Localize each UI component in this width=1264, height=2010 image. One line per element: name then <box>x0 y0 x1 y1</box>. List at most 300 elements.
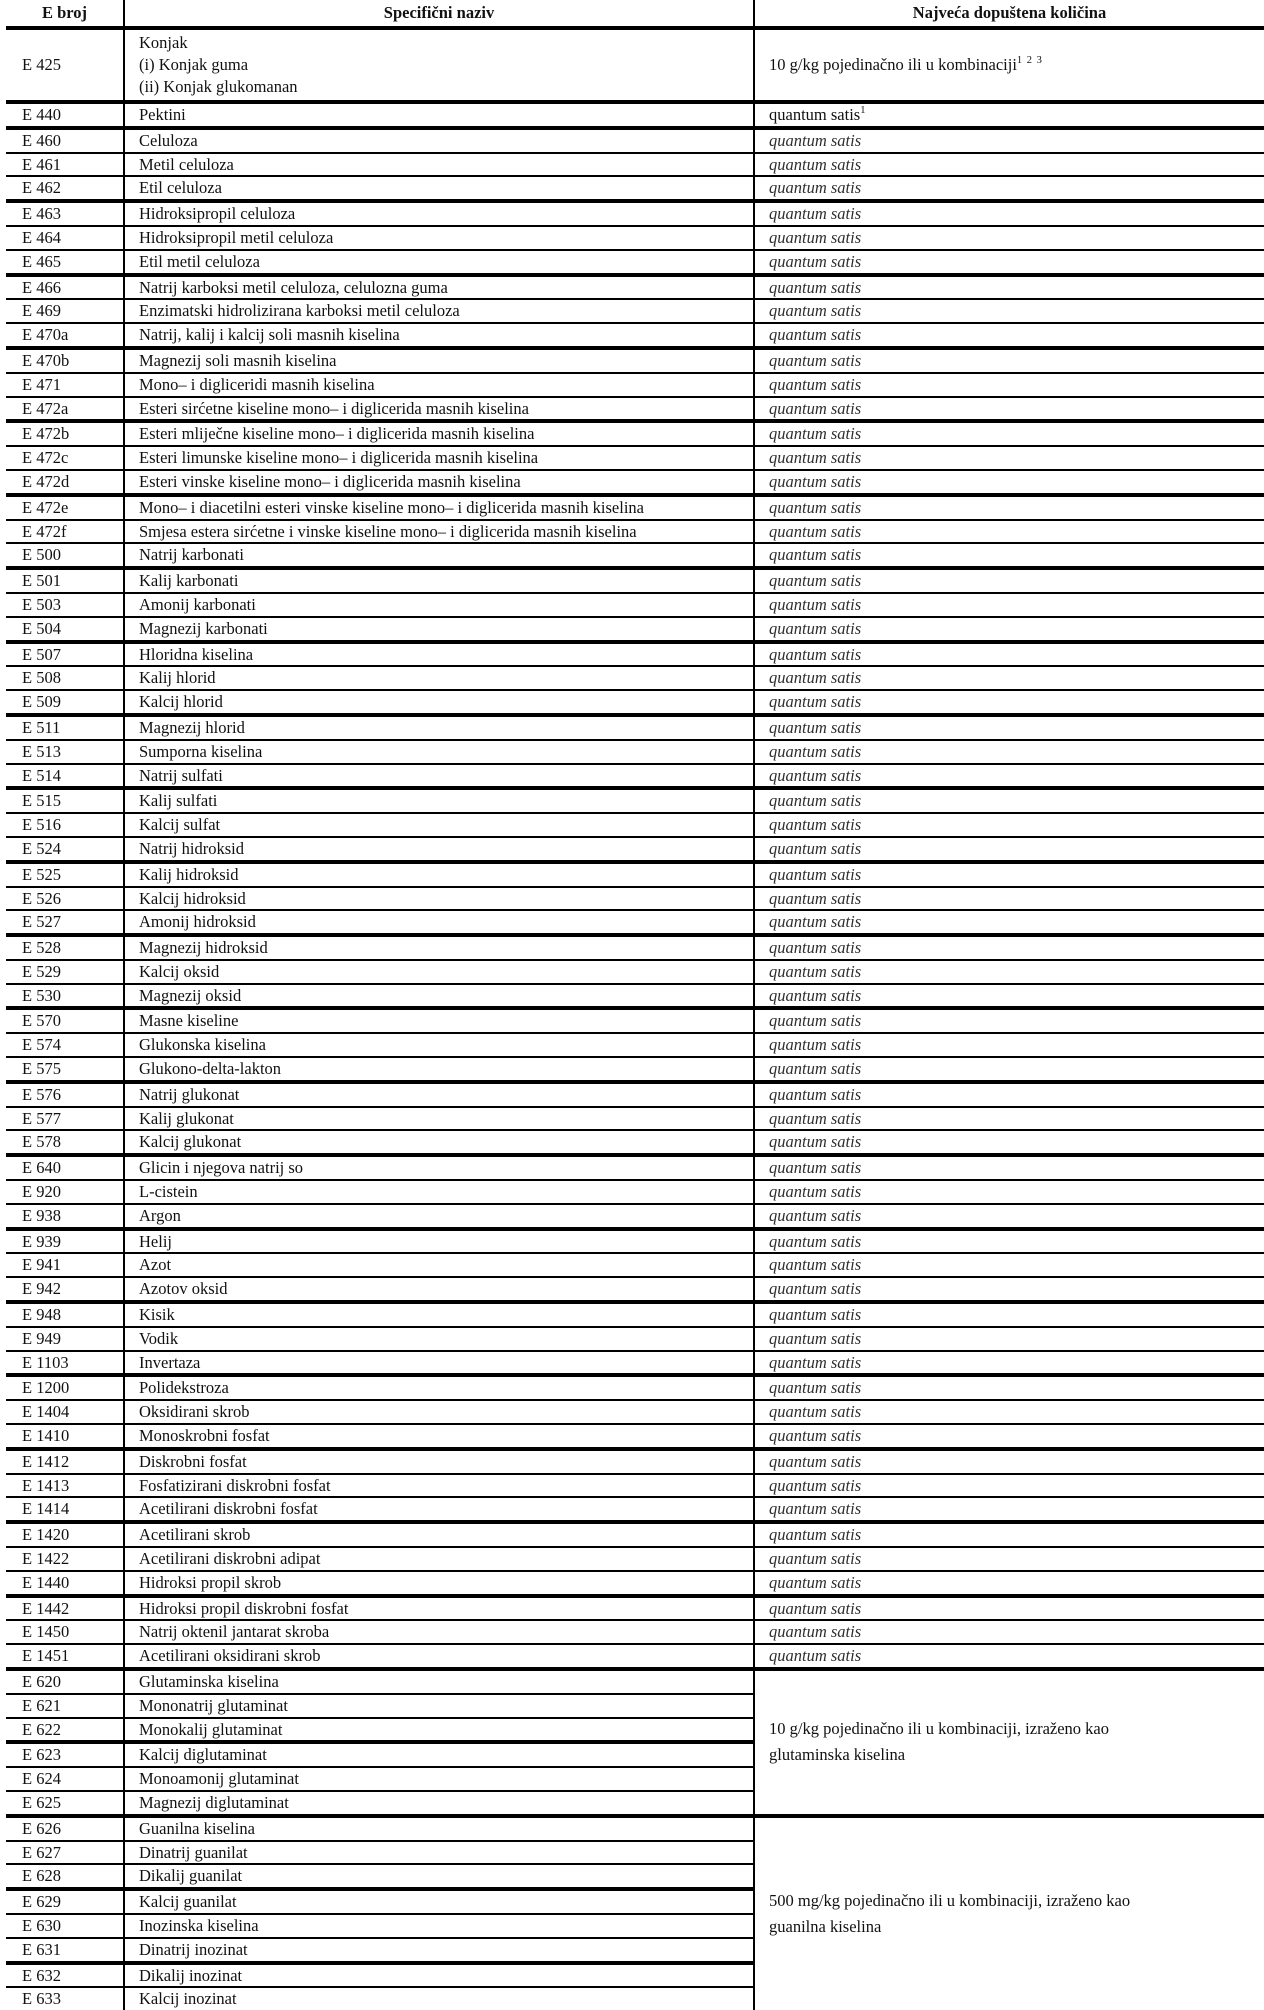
limit-text: quantum satis <box>769 105 861 124</box>
limit-cell <box>754 984 1264 1009</box>
e-number-cell: E 942 <box>6 1277 124 1302</box>
additive-name-cell: Etil metil celuloza <box>124 250 754 275</box>
e-number-cell: E 949 <box>6 1327 124 1351</box>
e-number-cell: E 469 <box>6 299 124 323</box>
additive-name-cell: Vodik <box>124 1327 754 1351</box>
additive-name-cell: Inozinska kiselina <box>124 1914 754 1938</box>
limit-cell <box>754 446 1264 470</box>
limit-text: quantum satis <box>769 938 862 958</box>
limit-cell <box>754 470 1264 495</box>
limit-text: quantum satis <box>769 838 862 858</box>
limit-cell <box>754 323 1264 348</box>
limit-text: quantum satis <box>769 1182 862 1202</box>
e-number-cell: E 425 <box>6 28 124 102</box>
table-row <box>6 813 1264 837</box>
limit-text: quantum satis <box>769 864 862 884</box>
header-row <box>6 0 1264 28</box>
limit-cell <box>754 1180 1264 1204</box>
limit-cell <box>754 176 1264 201</box>
e-number-cell: E 464 <box>6 226 124 250</box>
e-number-cell: E 472a <box>6 397 124 422</box>
limit-text: quantum satis <box>769 1255 862 1275</box>
limit-cell <box>754 373 1264 397</box>
additive-name-line: Konjak <box>139 33 188 52</box>
table-row <box>6 837 1264 862</box>
table-row <box>6 176 1264 201</box>
limit-cell <box>754 568 1264 593</box>
table-row <box>6 446 1264 470</box>
e-number-cell: E 524 <box>6 837 124 862</box>
table-row <box>6 226 1264 250</box>
table-row <box>6 1669 1264 1694</box>
limit-text: quantum satis <box>769 1352 862 1372</box>
e-number-cell: E 625 <box>6 1791 124 1816</box>
e-number-cell: E 629 <box>6 1889 124 1914</box>
limit-cell <box>754 226 1264 250</box>
limit-cell <box>754 250 1264 275</box>
footnote-marker: 1 2 3 <box>1016 54 1043 66</box>
table-row <box>6 520 1264 544</box>
limit-cell <box>754 740 1264 764</box>
additive-name-cell: Dikalij guanilat <box>124 1864 754 1889</box>
additive-name-cell: Argon <box>124 1204 754 1229</box>
table-row <box>6 764 1264 789</box>
additive-name-cell: Natrij karboksi metil celuloza, celulozna guma <box>124 275 754 300</box>
table-row <box>6 740 1264 764</box>
table-row <box>6 862 1264 887</box>
e-number-cell: E 472f <box>6 520 124 544</box>
table-row <box>6 715 1264 740</box>
header-najveca-dopustena-kolicina: Najveća dopuštena količina <box>754 0 1264 28</box>
e-number-cell: E 1440 <box>6 1571 124 1596</box>
e-number-cell: E 461 <box>6 153 124 177</box>
header-specificni-naziv: Specifični naziv <box>124 0 754 28</box>
limit-text: quantum satis <box>769 325 862 345</box>
additive-name-cell: Natrij oktenil jantarat skroba <box>124 1620 754 1644</box>
e-number-cell: E 513 <box>6 740 124 764</box>
limit-cell <box>754 28 1264 102</box>
additive-name-cell: Azot <box>124 1253 754 1277</box>
e-number-cell: E 640 <box>6 1155 124 1180</box>
limit-cell <box>754 1082 1264 1107</box>
additive-name-cell: Natrij, kalij i kalcij soli masnih kiselina <box>124 323 754 348</box>
table-row <box>6 1644 1264 1669</box>
e-number-cell: E 525 <box>6 862 124 887</box>
e-number-cell: E 1442 <box>6 1596 124 1621</box>
table-row <box>6 1033 1264 1057</box>
additive-name-cell: Hidroksi propil diskrobni fosfat <box>124 1596 754 1621</box>
limit-cell <box>754 1620 1264 1644</box>
e-number-cell: E 1451 <box>6 1644 124 1669</box>
limit-text: quantum satis <box>769 1279 862 1299</box>
additive-name-cell: Amonij hidroksid <box>124 910 754 935</box>
e-number-cell: E 627 <box>6 1841 124 1865</box>
limit-text: quantum satis <box>769 1426 862 1446</box>
limit-cell <box>754 788 1264 813</box>
limit-text: quantum satis <box>769 1305 862 1325</box>
limit-cell <box>754 275 1264 300</box>
e-number-cell: E 460 <box>6 128 124 153</box>
limit-text: quantum satis <box>769 1622 862 1642</box>
additive-name-cell: Kalcij glukonat <box>124 1130 754 1155</box>
additive-name-line: (ii) Konjak glukomanan <box>139 77 298 96</box>
limit-cell <box>754 960 1264 984</box>
limit-text: quantum satis <box>769 1499 862 1519</box>
limit-text: quantum satis <box>769 1598 862 1618</box>
additive-name-cell: Hidroksipropil celuloza <box>124 201 754 226</box>
limit-line: 10 g/kg pojedinačno ili u kombinaciji, izraženo kao <box>769 1719 1109 1739</box>
additive-name-cell: Acetilirani diskrobni fosfat <box>124 1497 754 1522</box>
e-number-cell: E 570 <box>6 1008 124 1033</box>
additive-name-cell: Kalij glukonat <box>124 1107 754 1131</box>
additive-name-cell: Oksidirani skrob <box>124 1400 754 1424</box>
table-row <box>6 1277 1264 1302</box>
e-number-cell: E 471 <box>6 373 124 397</box>
table-row <box>6 373 1264 397</box>
additive-name-cell: Diskrobni fosfat <box>124 1449 754 1474</box>
table-row <box>6 1327 1264 1351</box>
limit-text: quantum satis <box>769 1158 862 1178</box>
table-row <box>6 1547 1264 1571</box>
e-number-cell: E 500 <box>6 543 124 568</box>
limit-cell <box>754 153 1264 177</box>
e-number-cell: E 630 <box>6 1914 124 1938</box>
table-row <box>6 690 1264 715</box>
additive-name-cell: Kalij karbonati <box>124 568 754 593</box>
e-number-cell: E 514 <box>6 764 124 789</box>
additive-name-cell: Enzimatski hidrolizirana karboksi metil celuloza <box>124 299 754 323</box>
limit-cell <box>754 837 1264 862</box>
additives-table <box>6 0 1264 2010</box>
limit-cell <box>754 1130 1264 1155</box>
limit-cell <box>754 520 1264 544</box>
additive-name-cell: L-cistein <box>124 1180 754 1204</box>
limit-cell <box>754 1327 1264 1351</box>
limit-cell <box>754 935 1264 960</box>
additive-name-cell: Monoskrobni fosfat <box>124 1424 754 1449</box>
limit-cell <box>754 397 1264 422</box>
table-row <box>6 1253 1264 1277</box>
additive-name-cell: Mono– i diacetilni esteri vinske kiseline mono– i diglicerida masnih kiselina <box>124 495 754 520</box>
additive-name-cell: Glukonska kiselina <box>124 1033 754 1057</box>
e-number-cell: E 1410 <box>6 1424 124 1449</box>
e-number-cell: E 577 <box>6 1107 124 1131</box>
limit-cell <box>754 495 1264 520</box>
e-number-cell: E 631 <box>6 1938 124 1963</box>
limit-cell <box>754 1424 1264 1449</box>
additive-name-cell: Dikalij inozinat <box>124 1963 754 1988</box>
limit-cell <box>754 543 1264 568</box>
e-number-cell: E 509 <box>6 690 124 715</box>
limit-text: quantum satis <box>769 398 862 418</box>
limit-text: quantum satis <box>769 497 862 517</box>
table-row <box>6 128 1264 153</box>
header-e-broj: E broj <box>6 0 124 28</box>
e-number-cell: E 941 <box>6 1253 124 1277</box>
limit-cell <box>754 862 1264 887</box>
additive-name-cell: Glicin i njegova natrij so <box>124 1155 754 1180</box>
limit-text: quantum satis <box>769 521 862 541</box>
additive-name-cell: Esteri sirćetne kiseline mono– i diglicerida masnih kiselina <box>124 397 754 422</box>
additive-name-cell: Kisik <box>124 1302 754 1327</box>
additive-name-cell: Metil celuloza <box>124 153 754 177</box>
e-number-cell: E 463 <box>6 201 124 226</box>
table-row <box>6 1375 1264 1400</box>
additive-name-cell: Natrij hidroksid <box>124 837 754 862</box>
limit-line: guanilna kiselina <box>769 1916 882 1936</box>
e-number-cell: E 575 <box>6 1057 124 1082</box>
limit-cell <box>754 764 1264 789</box>
additive-name-cell: Mononatrij glutaminat <box>124 1694 754 1718</box>
limit-text: quantum satis <box>769 1525 862 1545</box>
limit-text: quantum satis <box>769 594 862 614</box>
additive-name-cell: Helij <box>124 1229 754 1254</box>
table-row <box>6 470 1264 495</box>
e-number-cell: E 515 <box>6 788 124 813</box>
table-row <box>6 1497 1264 1522</box>
e-number-cell: E 529 <box>6 960 124 984</box>
table-row <box>6 1229 1264 1254</box>
additive-name-cell: Kalcij guanilat <box>124 1889 754 1914</box>
e-number-cell: E 470a <box>6 323 124 348</box>
limit-cell <box>754 128 1264 153</box>
additive-name-cell: Azotov oksid <box>124 1277 754 1302</box>
additive-name-cell: Glukono-delta-lakton <box>124 1057 754 1082</box>
limit-cell <box>754 1008 1264 1033</box>
additive-name-cell: Guanilna kiselina <box>124 1816 754 1841</box>
limit-cell <box>754 666 1264 690</box>
e-number-cell: E 504 <box>6 617 124 642</box>
limit-text: quantum satis <box>769 985 862 1005</box>
table-row <box>6 1596 1264 1621</box>
additive-name-cell: Magnezij diglutaminat <box>124 1791 754 1816</box>
limit-cell <box>754 813 1264 837</box>
table-row <box>6 153 1264 177</box>
table-row <box>6 666 1264 690</box>
e-number-cell: E 527 <box>6 910 124 935</box>
limit-text: quantum satis <box>769 571 862 591</box>
e-number-cell: E 472e <box>6 495 124 520</box>
limit-cell <box>754 910 1264 935</box>
e-number-cell: E 1413 <box>6 1474 124 1498</box>
table-row <box>6 617 1264 642</box>
limit-text: quantum satis <box>769 912 862 932</box>
limit-cell <box>754 1596 1264 1621</box>
table-row <box>6 299 1264 323</box>
additive-name-cell: Acetilirani oksidirani skrob <box>124 1644 754 1669</box>
additive-name-cell: Hidroksipropil metil celuloza <box>124 226 754 250</box>
table-row <box>6 1474 1264 1498</box>
table-row <box>6 1351 1264 1376</box>
limit-text: quantum satis <box>769 178 862 198</box>
limit-cell <box>754 1644 1264 1669</box>
limit-cell <box>754 1155 1264 1180</box>
e-number-cell: E 1414 <box>6 1497 124 1522</box>
limit-cell <box>754 1107 1264 1131</box>
additive-name-cell: Polidekstroza <box>124 1375 754 1400</box>
limit-cell <box>754 1351 1264 1376</box>
limit-text: quantum satis <box>769 668 862 688</box>
limit-cell <box>754 1400 1264 1424</box>
e-number-cell: E 576 <box>6 1082 124 1107</box>
additive-name-cell: Kalcij diglutaminat <box>124 1742 754 1767</box>
limit-line: 500 mg/kg pojedinačno ili u kombinaciji, izraženo kao <box>769 1890 1131 1910</box>
table-row <box>6 960 1264 984</box>
table-row <box>6 1204 1264 1229</box>
table-row <box>6 568 1264 593</box>
additive-name-cell: Masne kiseline <box>124 1008 754 1033</box>
additive-name-cell: Natrij sulfati <box>124 764 754 789</box>
additive-name-cell: Monoamonij glutaminat <box>124 1767 754 1791</box>
limit-text: quantum satis <box>769 424 862 444</box>
additive-name-cell: Sumporna kiselina <box>124 740 754 764</box>
additive-name-cell: Kalij hlorid <box>124 666 754 690</box>
table-row <box>6 1180 1264 1204</box>
additive-name-cell: Dinatrij guanilat <box>124 1841 754 1865</box>
table-row <box>6 348 1264 373</box>
table-row <box>6 935 1264 960</box>
additive-name-cell: Acetilirani diskrobni adipat <box>124 1547 754 1571</box>
limit-text: quantum satis <box>769 1328 862 1348</box>
e-number-cell: E 526 <box>6 887 124 911</box>
additive-name-cell: Hidroksi propil skrob <box>124 1571 754 1596</box>
limit-text: quantum satis <box>769 644 862 664</box>
limit-text: 10 g/kg pojedinačno ili u kombinaciji <box>769 55 1017 74</box>
footnote-marker: 1 <box>860 104 867 116</box>
limit-text: quantum satis <box>769 961 862 981</box>
table-row <box>6 201 1264 226</box>
additive-name-line: (i) Konjak guma <box>139 55 249 74</box>
limit-text: quantum satis <box>769 1572 862 1592</box>
e-number-cell: E 574 <box>6 1033 124 1057</box>
additive-name-cell: Magnezij hidroksid <box>124 935 754 960</box>
limit-text: quantum satis <box>769 545 862 565</box>
additive-name-cell: Celuloza <box>124 128 754 153</box>
limit-text: quantum satis <box>769 301 862 321</box>
e-number-cell: E 1422 <box>6 1547 124 1571</box>
additive-name-cell: Esteri vinske kiseline mono– i diglicerida masnih kiselina <box>124 470 754 495</box>
e-number-cell: E 511 <box>6 715 124 740</box>
limit-cell <box>754 1204 1264 1229</box>
limit-cell <box>754 421 1264 446</box>
e-number-cell: E 1404 <box>6 1400 124 1424</box>
e-number-cell: E 1200 <box>6 1375 124 1400</box>
table-row <box>6 593 1264 617</box>
limit-text: quantum satis <box>769 350 862 370</box>
limit-text: quantum satis <box>769 204 862 224</box>
additive-name-cell: Invertaza <box>124 1351 754 1376</box>
additive-name-cell: Kalcij sulfat <box>124 813 754 837</box>
e-number-cell: E 632 <box>6 1963 124 1988</box>
additive-name-cell: Amonij karbonati <box>124 593 754 617</box>
e-number-cell: E 626 <box>6 1816 124 1841</box>
e-number-cell: E 462 <box>6 176 124 201</box>
e-number-cell: E 440 <box>6 102 124 128</box>
table-row <box>6 788 1264 813</box>
e-number-cell: E 1103 <box>6 1351 124 1376</box>
limit-cell <box>754 1571 1264 1596</box>
limit-text: quantum satis <box>769 618 862 638</box>
table-row <box>6 1620 1264 1644</box>
e-number-cell: E 1420 <box>6 1522 124 1547</box>
limit-cell <box>754 642 1264 667</box>
limit-text: quantum satis <box>769 1205 862 1225</box>
e-number-cell: E 472d <box>6 470 124 495</box>
table-row <box>6 102 1264 128</box>
additive-name-cell: Magnezij hlorid <box>124 715 754 740</box>
e-number-cell: E 621 <box>6 1694 124 1718</box>
additive-name-cell: Dinatrij inozinat <box>124 1938 754 1963</box>
additive-name-cell: Kalij hidroksid <box>124 862 754 887</box>
table-row <box>6 275 1264 300</box>
table-row <box>6 421 1264 446</box>
table-row <box>6 1130 1264 1155</box>
limit-text: quantum satis <box>769 1475 862 1495</box>
limit-text: quantum satis <box>769 1549 862 1569</box>
limit-text: quantum satis <box>769 741 862 761</box>
additive-name-cell: Kalcij hidroksid <box>124 887 754 911</box>
e-number-cell: E 465 <box>6 250 124 275</box>
limit-cell <box>754 887 1264 911</box>
additive-name-cell: Natrij glukonat <box>124 1082 754 1107</box>
table-row <box>6 28 1264 102</box>
limit-text: quantum satis <box>769 251 862 271</box>
limit-text: quantum satis <box>769 692 862 712</box>
additive-name-cell: Magnezij karbonati <box>124 617 754 642</box>
limit-text: quantum satis <box>769 1132 862 1152</box>
e-number-cell: E 503 <box>6 593 124 617</box>
e-number-cell: E 633 <box>6 1987 124 2010</box>
e-number-cell: E 948 <box>6 1302 124 1327</box>
limit-text: quantum satis <box>769 227 862 247</box>
table-row <box>6 397 1264 422</box>
limit-cell <box>754 1547 1264 1571</box>
limit-cell <box>754 1522 1264 1547</box>
limit-line: glutaminska kiselina <box>769 1745 906 1765</box>
table-row <box>6 1107 1264 1131</box>
limit-text: quantum satis <box>769 1646 862 1666</box>
e-number-cell: E 620 <box>6 1669 124 1694</box>
merged-limit-cell <box>754 1669 1264 1816</box>
limit-cell <box>754 1277 1264 1302</box>
table-row <box>6 1816 1264 1841</box>
limit-text: quantum satis <box>769 815 862 835</box>
limit-text: quantum satis <box>769 154 862 174</box>
limit-cell <box>754 1474 1264 1498</box>
additive-name-cell <box>124 28 754 102</box>
e-number-cell: E 507 <box>6 642 124 667</box>
e-number-cell: E 516 <box>6 813 124 837</box>
table-row <box>6 1302 1264 1327</box>
limit-text: quantum satis <box>769 1108 862 1128</box>
additive-name-cell: Mono– i digliceridi masnih kiselina <box>124 373 754 397</box>
table-row <box>6 1155 1264 1180</box>
limit-cell <box>754 201 1264 226</box>
limit-cell <box>754 1449 1264 1474</box>
e-number-cell: E 623 <box>6 1742 124 1767</box>
e-number-cell: E 1450 <box>6 1620 124 1644</box>
limit-text: quantum satis <box>769 791 862 811</box>
limit-text: quantum satis <box>769 1402 862 1422</box>
additive-name-cell: Kalcij hlorid <box>124 690 754 715</box>
limit-cell <box>754 1033 1264 1057</box>
limit-cell <box>754 1057 1264 1082</box>
table-row <box>6 887 1264 911</box>
additive-name-cell: Hloridna kiselina <box>124 642 754 667</box>
e-number-cell: E 622 <box>6 1718 124 1743</box>
limit-text: quantum satis <box>769 277 862 297</box>
e-number-cell: E 920 <box>6 1180 124 1204</box>
